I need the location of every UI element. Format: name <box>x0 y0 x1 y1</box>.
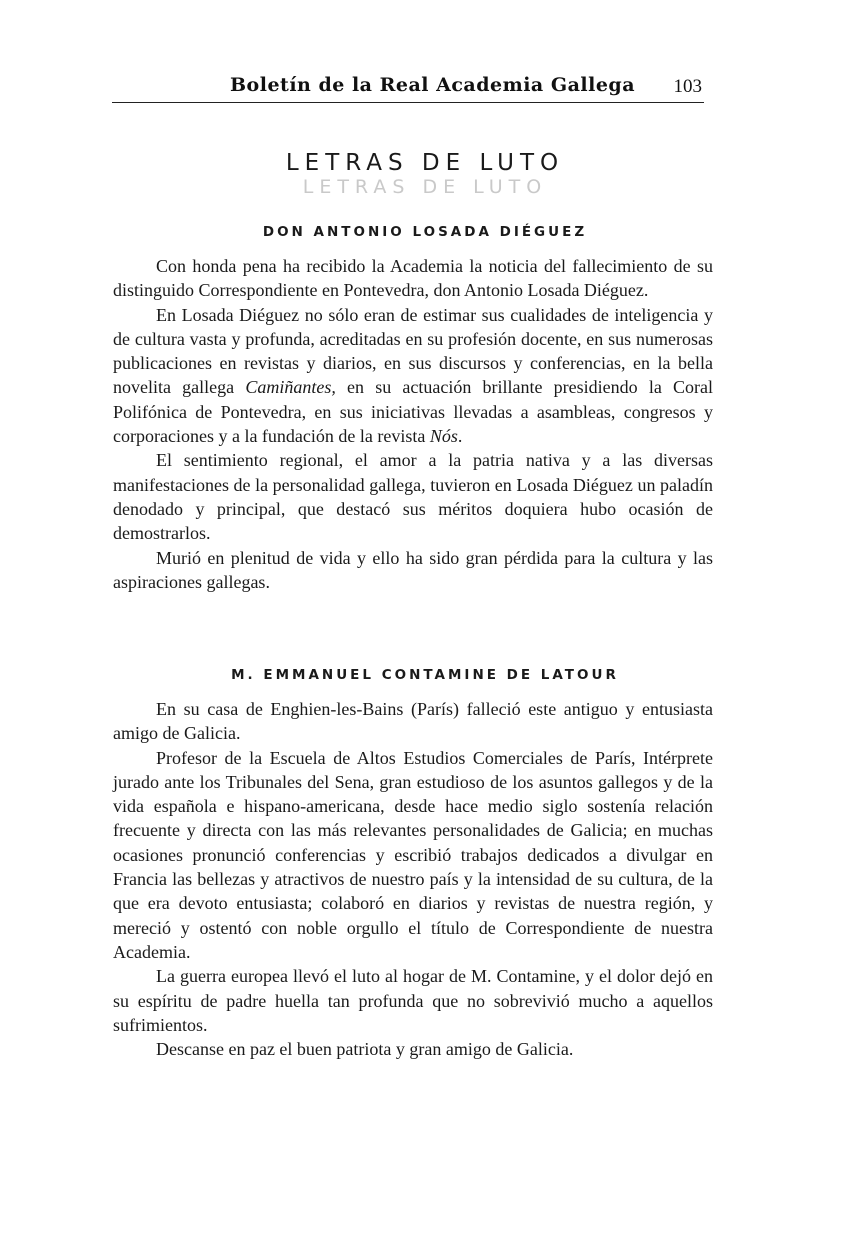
paragraph-text: En Losada Diéguez no sólo eran de estimar sus cualidades de inteligencia y de cultura vasta y profunda, acreditadas en su profesión docente, en sus numerosas publicaciones en revistas y diarios, en sus discursos y conferencias, en la bella novelita gallega <box>113 304 713 398</box>
paragraph: El sentimiento regional, el amor a la patria nativa y a las diversas manifestaciones de la personalidad gallega, tuvieron en Losada Diéguez un paladín denodado y principal, que destacó sus méritos doquiera hubo ocasión de demostrarlos. <box>113 450 713 544</box>
paragraph <box>113 303 713 449</box>
novel-title: Camiñantes, <box>245 377 336 398</box>
paragraph: En su casa de Enghien-les-Bains (París) falleció este antiguo y entusiasta amigo de Galicia. <box>113 699 713 744</box>
magazine-title: Nós <box>429 426 458 447</box>
paragraph-text: . <box>457 426 463 447</box>
running-header <box>112 72 704 103</box>
entry-body-losada <box>113 254 713 594</box>
paragraph: Con honda pena ha recibido la Academia la noticia del fallecimiento de su distinguido Correspondiente en Pontevedra, don Antonio Losada Diéguez. <box>113 256 713 301</box>
entry-heading-contamine: M. EMMANUEL CONTAMINE DE LATOUR <box>231 667 619 683</box>
paragraph: Profesor de la Escuela de Altos Estudios Comerciales de París, Intérprete jurado ante los Tribunales del Sena, gran estudioso de los asuntos gallegos y de la vida española e hispano-americana, desde hace medio siglo sostenía relación frecuente y directa con las más relevantes personalidades de Galicia; en muchas ocasiones pronunció conferencias y escribió trabajos dedicados a divulgar en Francia las bellezas y atractivos de nuestro país y la intensidad de su cultura, de la que era devoto entusiasta; colaboró en diarios y revistas de nuestra región, y mereció y ostentó con noble orgullo el título de Correspondiente de nuestra Academia. <box>113 747 713 962</box>
section-title: LETRAS DE LUTO <box>285 150 565 176</box>
page-number: 103 <box>673 76 702 97</box>
paragraph: Murió en plenitud de vida y ello ha sido gran pérdida para la cultura y las aspiraciones gallegas. <box>113 547 713 592</box>
show-through-title: LETRAS DE LUTO <box>302 176 548 198</box>
paragraph-text: en su actuación brillante presidiendo la Coral Polifónica de Pontevedra, en sus iniciativas llevadas a asambleas, congresos y corporaciones y a la fundación de la revista <box>113 377 714 447</box>
entry-body-contamine <box>113 697 713 1061</box>
paragraph: La guerra europea llevó el luto al hogar de M. Contamine, y el dolor dejó en su espíritu de padre huella tan profunda que no sobrevivió mucho a aquellos sufrimientos. <box>113 966 713 1035</box>
entry-heading-losada: DON ANTONIO LOSADA DIÉGUEZ <box>262 224 588 240</box>
journal-title: Boletín de la Real Academia Gallega <box>230 74 636 96</box>
paragraph: Descanse en paz el buen patriota y gran amigo de Galicia. <box>156 1039 574 1060</box>
